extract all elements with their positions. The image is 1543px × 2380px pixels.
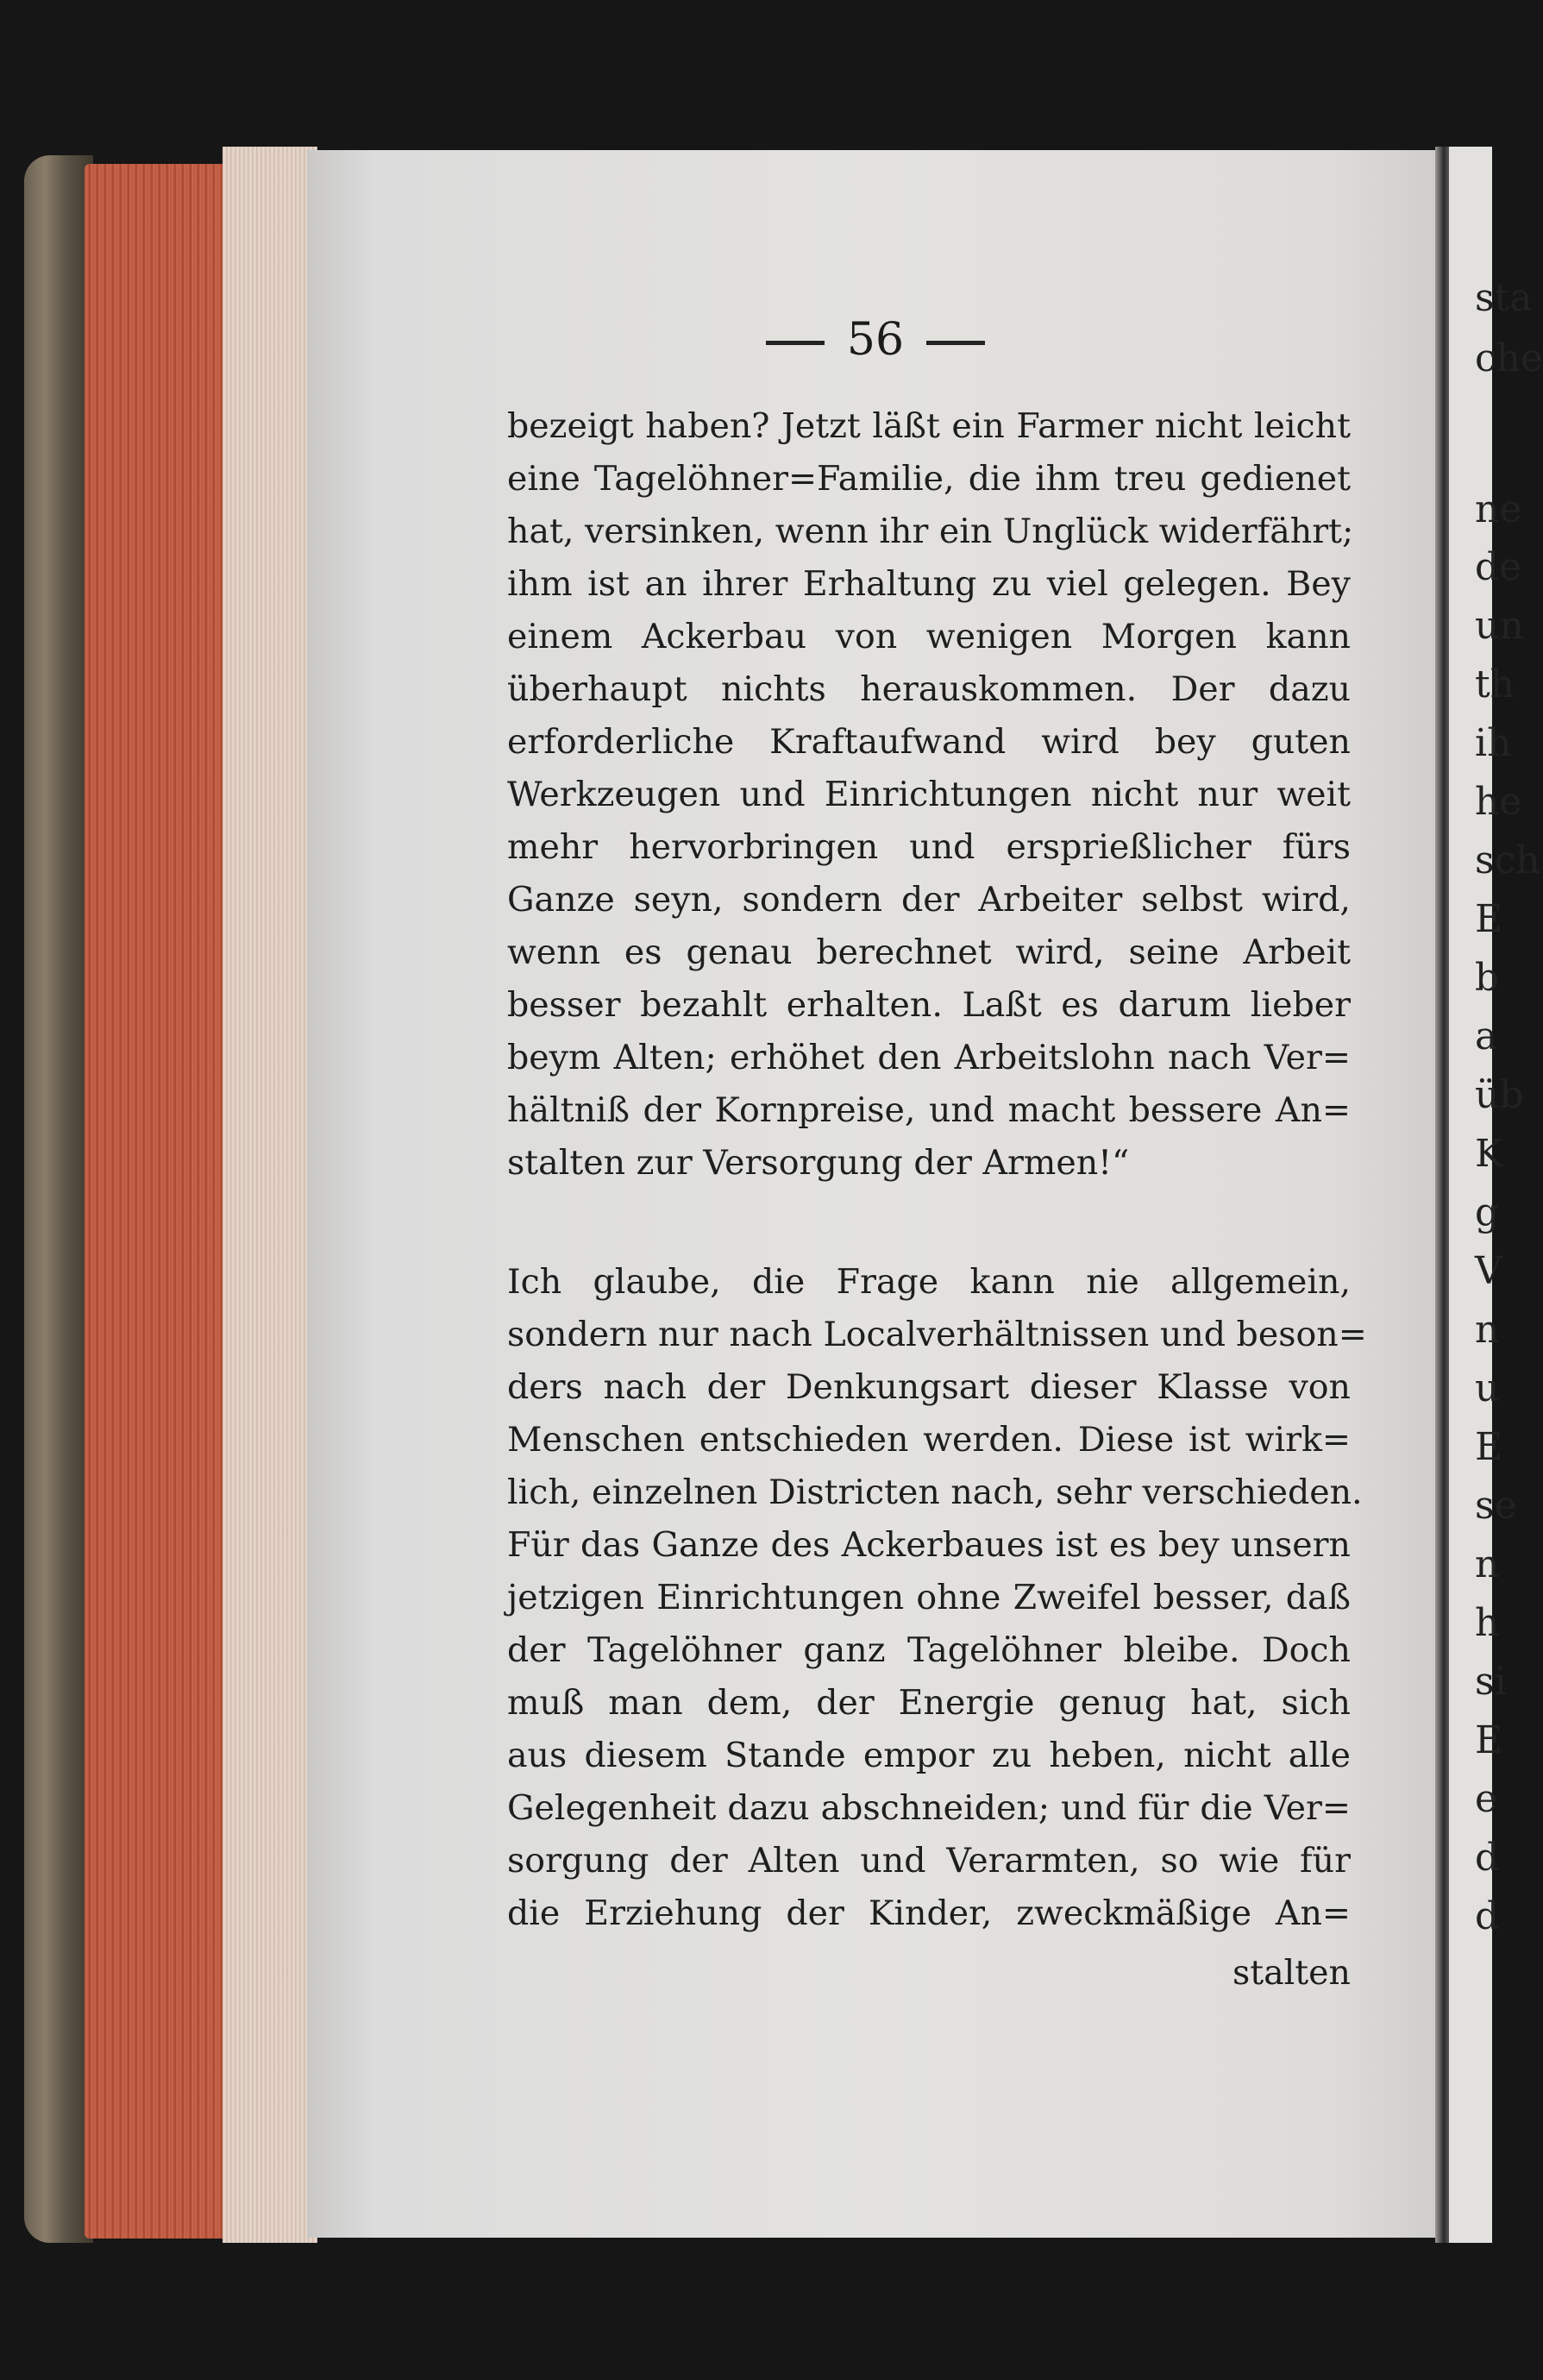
text-line: Menschen entschieden werden. Diese ist wirk= [507,1420,1351,1460]
book-cover-edge [24,155,93,2243]
next-page-fragment: ih [1475,721,1512,765]
next-page-fragment: che [1475,336,1543,380]
catchword: stalten [1232,1953,1351,1993]
text-line: erforderliche Kraftaufwand wird bey guten [507,722,1351,762]
text-line: hältniß der Kornpreise, und macht bessere An= [507,1090,1351,1130]
text-line: beym Alten; erhöhet den Arbeitslohn nach Ver= [507,1038,1351,1077]
next-page-fragment: se [1475,1484,1517,1528]
next-page-fragment: n [1475,1542,1500,1586]
next-page-fragment: E [1475,897,1503,941]
text-line: jetzigen Einrichtungen ohne Zweifel besser, daß [507,1578,1351,1617]
next-page-fragment: E [1475,1425,1503,1469]
text-line: lich, einzelnen Districten nach, sehr verschieden. [507,1473,1363,1512]
next-page-edge [1449,147,1543,2243]
text-line: muß man dem, der Energie genug hat, sich [507,1683,1351,1723]
next-page-fragment: d [1475,1894,1500,1938]
next-page-fragment: d [1475,1836,1500,1880]
next-page-fragment: sch [1475,838,1540,882]
next-page-fragment: h [1475,1601,1500,1645]
text-line: besser bezahlt erhalten. Laßt es darum lieber [507,985,1351,1025]
text-line: Ich glaube, die Frage kann nie allgemein, [507,1262,1351,1302]
text-line: sorgung der Alten und Verarmten, so wie für [507,1841,1351,1881]
text-line: stalten zur Versorgung der Armen!“ [507,1143,1130,1183]
text-line: Für das Ganze des Ackerbaues ist es bey unsern [507,1525,1351,1565]
next-page-fragment: n [1475,1308,1500,1352]
text-line: Werkzeugen und Einrichtungen nicht nur weit [507,775,1351,814]
page-block-stack [223,147,317,2243]
next-page-fragment: un [1475,604,1524,648]
next-page-fragment: de [1475,545,1522,589]
next-page-fragment: g [1475,1190,1500,1234]
text-line: die Erziehung der Kinder, zweckmäßige An= [507,1893,1351,1933]
next-page-fragment: sta [1475,276,1533,320]
page-header [307,314,1444,366]
next-page-fragment: a [1475,1014,1498,1058]
page-number: 56 [846,314,905,366]
text-line: einem Ackerbau von wenigen Morgen kann [507,617,1351,656]
text-line: überhaupt nichts herauskommen. Der dazu [507,669,1351,709]
next-page-fragment: üb [1475,1073,1524,1117]
next-page-fragment: V [1475,1249,1502,1293]
next-page-fragment: u [1475,1366,1500,1410]
next-page-fragment: ne [1475,487,1522,531]
text-line: hat, versinken, wenn ihr ein Unglück widerfährt; [507,512,1354,551]
next-page-fragment: b [1475,956,1500,1000]
text-line: mehr hervorbringen und ersprießlicher fürs [507,827,1351,867]
text-line: sondern nur nach Localverhältnissen und beson= [507,1315,1367,1354]
next-page-fragment: he [1475,780,1522,824]
next-page-fragment: E [1475,1718,1503,1762]
text-line: der Tagelöhner ganz Tagelöhner bleibe. Doch [507,1630,1351,1670]
next-page-fragment: si [1475,1660,1507,1704]
next-page-fragment: e [1475,1777,1498,1821]
text-line: ihm ist an ihrer Erhaltung zu viel gelegen. Bey [507,564,1351,604]
text-line: Gelegenheit dazu abschneiden; und für die Ver= [507,1788,1351,1828]
text-line: ders nach der Denkungsart dieser Klasse von [507,1367,1351,1407]
paragraph-2 [507,1256,1367,1940]
next-page-fragment: th [1475,663,1515,706]
text-line: eine Tagelöhner=Familie, die ihm treu gedienet [507,459,1351,499]
text-line: Ganze seyn, sondern der Arbeiter selbst wird, [507,880,1351,920]
next-page-fragment: K [1475,1132,1503,1176]
text-line: aus diesem Stande empor zu heben, nicht alle [507,1736,1351,1775]
text-line: wenn es genau berechnet wird, seine Arbeit [507,933,1351,972]
header-dash-right [926,341,985,345]
paragraph-1 [507,400,1354,1190]
text-line: bezeigt haben? Jetzt läßt ein Farmer nicht leicht [507,406,1351,446]
header-dash-left [766,341,825,345]
